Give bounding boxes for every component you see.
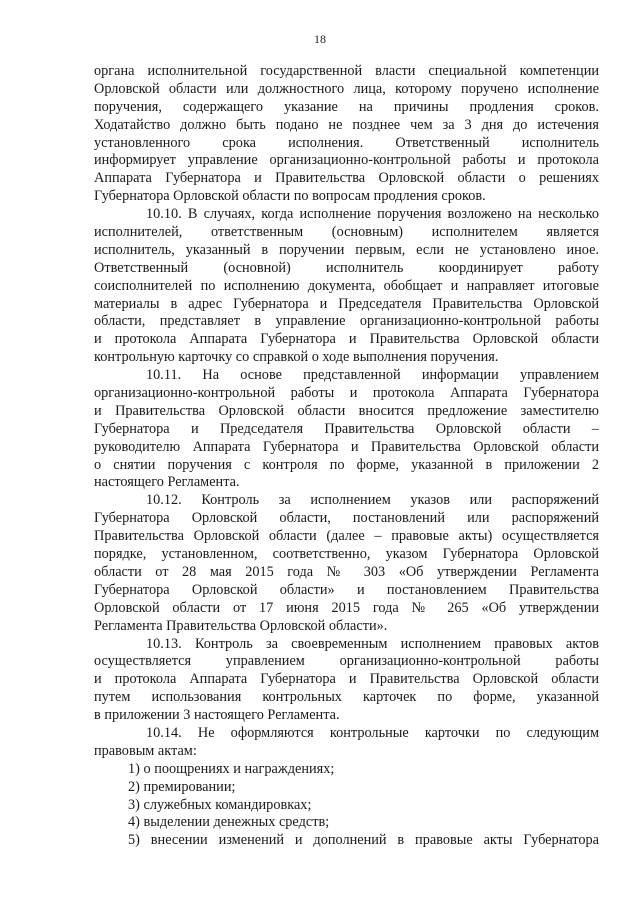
text-line: 10.11. На основе представленной информации управлением xyxy=(146,367,599,384)
text-line: 2) премировании; xyxy=(128,778,236,795)
text-line: организационно-контрольной работы и протокола Аппарата Губернатора xyxy=(94,385,599,402)
text-line: контрольную карточку со справкой о ходе выполнения поручения. xyxy=(94,349,499,366)
text-line: 10.12. Контроль за исполнением указов или распоряжений xyxy=(146,492,599,509)
text-line: 10.10. В случаях, когда исполнение поручения возложено на несколько xyxy=(146,206,599,223)
text-line: 5) внесении изменений и дополнений в правовые акты Губернатора xyxy=(128,832,599,849)
document-body xyxy=(94,63,599,850)
text-line: исполнитель, указанный в поручении первым, если не установлено иное. xyxy=(94,241,599,258)
text-line: 4) выделении денежных средств; xyxy=(128,814,330,831)
page-number: 18 xyxy=(314,32,326,46)
text-line: Орловской области или должностного лица, которому поручено исполнение xyxy=(94,80,599,97)
text-line: области, представляет в управление организационно-контрольной работы xyxy=(94,313,599,330)
text-line: и Правительства Орловской области вносится предложение заместителю xyxy=(94,402,599,419)
text-line: поручения, содержащего указание на причины продления сроков. xyxy=(94,98,599,115)
text-line: путем использования контрольных карточек по форме, указанной xyxy=(94,689,599,706)
text-line: и протокола Аппарата Губернатора и Правительства Орловской области xyxy=(94,331,599,348)
text-line: о снятии поручения с контроля по форме, указанной в приложении 2 xyxy=(94,456,599,473)
text-line: Губернатора Орловской области» и постановлением Правительства xyxy=(94,581,599,598)
text-line: Аппарата Губернатора и Правительства Орловской области о решениях xyxy=(94,170,599,187)
text-line: настоящего Регламента. xyxy=(94,474,240,491)
text-line: Регламента Правительства Орловской области». xyxy=(94,617,388,634)
text-line: в приложении 3 настоящего Регламента. xyxy=(94,707,340,724)
text-line: материалы в адрес Губернатора и Председателя Правительства Орловской xyxy=(94,295,599,312)
text-line: руководителю Аппарата Губернатора и Правительства Орловской области xyxy=(94,438,599,455)
text-line: Правительства Орловской области (далее – правовые акты) осуществляется xyxy=(94,528,599,545)
text-line: и протокола Аппарата Губернатора и Правительства Орловской области xyxy=(94,671,599,688)
text-line: Губернатора и Председателя Правительства Орловской области – xyxy=(94,420,599,437)
text-line: порядке, установленном, соответственно, указом Губернатора Орловской xyxy=(94,546,599,563)
text-line: области от 28 мая 2015 года № 303 «Об утверждении Регламента xyxy=(94,563,599,580)
text-line: осуществляется управлением организационно-контрольной работы xyxy=(94,653,599,670)
text-line: 3) служебных командировках; xyxy=(128,796,312,813)
text-line: Ответственный (основной) исполнитель координирует работу xyxy=(94,259,599,276)
text-line: установленного срока исполнения. Ответственный исполнитель xyxy=(94,134,599,151)
text-line: правовым актам: xyxy=(94,742,197,759)
text-line: Ходатайство должно быть подано не позднее чем за 3 дня до истечения xyxy=(94,116,599,133)
text-line: Орловской области от 17 июня 2015 года № 265 «Об утверждении xyxy=(94,599,599,616)
text-line: 1) о поощрениях и награждениях; xyxy=(128,760,335,777)
text-line: 10.14. Не оформляются контрольные карточки по следующим xyxy=(146,724,599,741)
text-line: исполнителей, ответственным (основным) исполнителем является xyxy=(94,224,599,241)
text-line: информирует управление организационно-контрольной работы и протокола xyxy=(94,152,599,169)
text-line: соисполнителей по исполнению документа, обобщает и направляет итоговые xyxy=(94,277,599,294)
text-line: Губернатора Орловской области, постановлений или распоряжений xyxy=(94,510,599,527)
text-line: 10.13. Контроль за своевременным исполнением правовых актов xyxy=(146,635,599,652)
text-line: органа исполнительной государственной власти специальной компетенции xyxy=(94,63,599,79)
text-line: Губернатора Орловской области по вопросам продления сроков. xyxy=(94,188,486,205)
